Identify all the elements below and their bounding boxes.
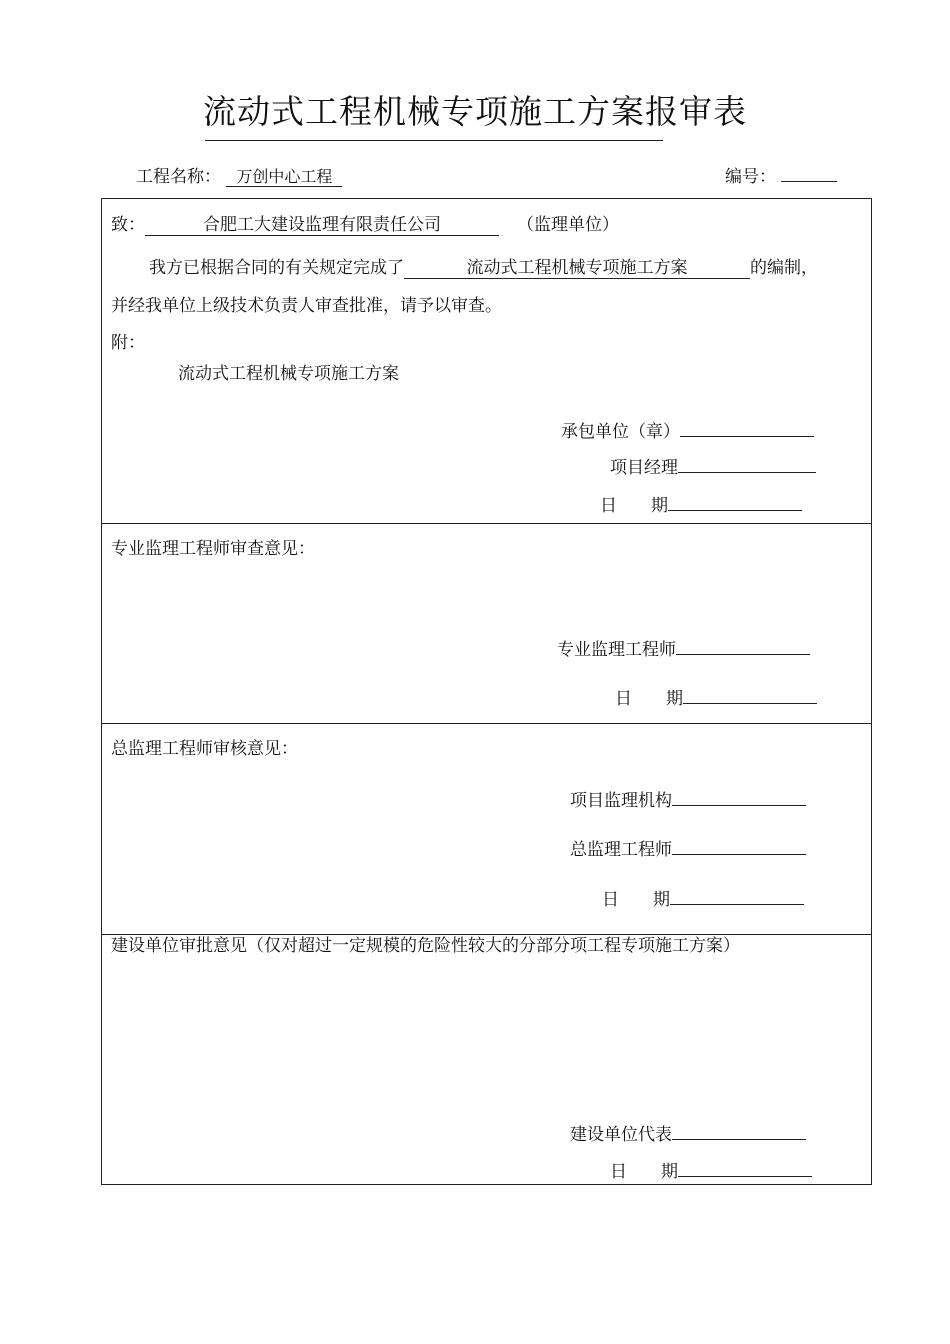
specialist-date-row — [615, 686, 817, 710]
project-manager-label: 项目经理 — [610, 458, 678, 478]
specialist-date-label: 日 期 — [615, 689, 683, 709]
project-manager-field[interactable] — [678, 455, 816, 473]
project-manager-row — [610, 455, 816, 479]
contractor-seal-row — [561, 419, 814, 443]
contractor-seal-field[interactable] — [680, 419, 814, 437]
project-name-label: 工程名称： — [136, 167, 221, 187]
chief-date-field[interactable] — [670, 887, 804, 905]
statement-line-1 — [149, 257, 818, 279]
statement-line-2: 并经我单位上级技术负责人审查批准，请予以审查。 — [111, 296, 502, 316]
addressee-role: （监理单位） — [517, 215, 619, 235]
form-number-row — [725, 162, 837, 187]
statement-prefix: 我方已根据合同的有关规定完成了 — [149, 258, 404, 278]
chief-date-row — [602, 887, 804, 911]
specialist-engineer-row — [557, 637, 810, 661]
specialist-engineer-label: 专业监理工程师 — [557, 640, 676, 660]
contractor-date-label: 日 期 — [600, 496, 668, 516]
chief-engineer-field[interactable] — [672, 837, 806, 855]
specialist-date-field[interactable] — [683, 686, 817, 704]
specialist-engineer-field[interactable] — [676, 637, 810, 655]
form-number-label: 编号： — [725, 167, 776, 187]
attachment-item: 流动式工程机械专项施工方案 — [178, 364, 399, 384]
statement-plan-name[interactable]: 流动式工程机械专项施工方案 — [404, 259, 750, 279]
form-title: 流动式工程机械专项施工方案报审表 — [203, 92, 747, 131]
chief-review-heading: 总监理工程师审核意见： — [111, 739, 298, 759]
supervision-org-row — [570, 788, 806, 812]
addressee-row — [111, 214, 619, 236]
specialist-review-heading: 专业监理工程师审查意见： — [111, 539, 315, 559]
owner-representative-field[interactable] — [672, 1122, 806, 1140]
chief-engineer-row — [570, 837, 806, 861]
chief-date-label: 日 期 — [602, 890, 670, 910]
form-number-field[interactable] — [781, 164, 837, 182]
review-form-table — [101, 198, 872, 1185]
supervision-org-label: 项目监理机构 — [570, 791, 672, 811]
contractor-seal-label: 承包单位（章） — [561, 422, 680, 442]
project-name-value[interactable]: 万创中心工程 — [226, 167, 342, 187]
statement-suffix: 的编制， — [750, 258, 818, 278]
owner-date-label: 日 期 — [610, 1162, 678, 1182]
contractor-date-row — [600, 493, 802, 517]
attachment-label: 附： — [111, 333, 145, 353]
contractor-date-field[interactable] — [668, 493, 802, 511]
owner-date-row — [610, 1159, 812, 1183]
owner-representative-label: 建设单位代表 — [570, 1125, 672, 1145]
owner-date-field[interactable] — [678, 1159, 812, 1177]
owner-representative-row — [570, 1122, 806, 1146]
owner-approval-heading: 建设单位审批意见（仅对超过一定规模的危险性较大的分部分项工程专项施工方案） — [111, 936, 740, 956]
row-divider — [102, 523, 871, 524]
addressee-company[interactable]: 合肥工大建设监理有限责任公司 — [145, 216, 499, 236]
chief-engineer-label: 总监理工程师 — [570, 840, 672, 860]
row-divider — [102, 723, 871, 724]
addressee-label: 致： — [111, 215, 145, 235]
supervision-org-field[interactable] — [672, 788, 806, 806]
project-name-row — [136, 162, 342, 187]
title-underline — [205, 140, 663, 141]
